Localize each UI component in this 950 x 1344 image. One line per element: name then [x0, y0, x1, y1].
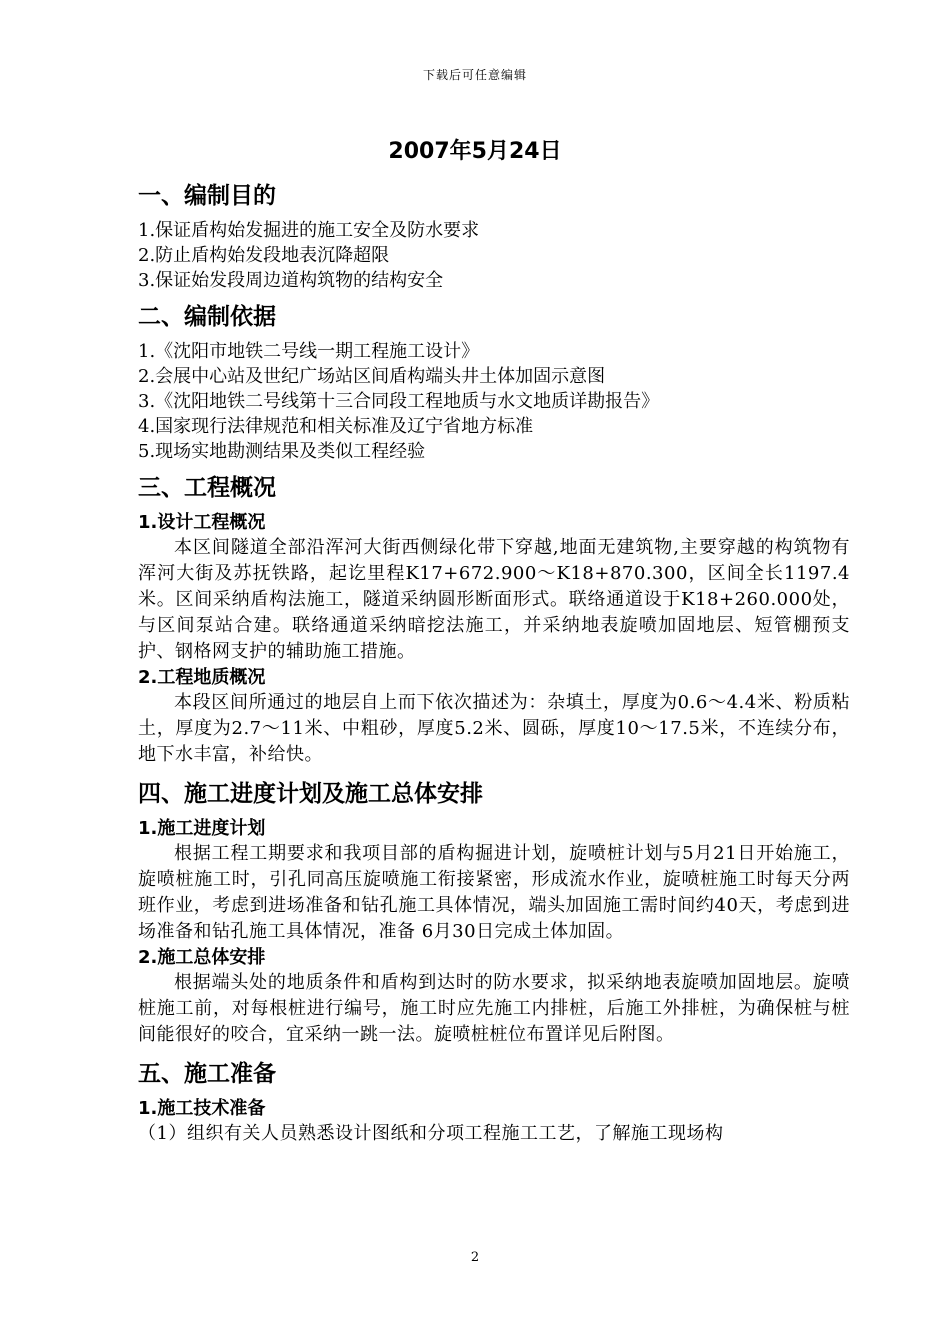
- section-heading-purpose: 一、编制目的: [138, 183, 276, 209]
- section-heading-basis: 二、编制依据: [138, 304, 276, 330]
- list-item: 1.保证盾构始发掘进的施工安全及防水要求: [138, 220, 480, 241]
- section-heading-schedule: 四、施工进度计划及施工总体安排: [138, 781, 483, 807]
- paragraph: 本段区间所通过的地层自上而下依次描述为：杂填土，厚度为0.6～4.4米、粉质粘土，厚度为2.7～11米、中粗砂，厚度5.2米、圆砾，厚度10～17.5米，不连续分布，地下水丰富，补给快。: [138, 692, 850, 765]
- paragraph: （1）组织有关人员熟悉设计图纸和分项工程施工工艺，了解施工现场构: [138, 1123, 724, 1144]
- document-date: 2007年5月24日: [388, 139, 562, 164]
- list-item: 4.国家现行法律规范和相关标准及辽宁省地方标准: [138, 416, 534, 437]
- subsection-title: 2.施工总体安排: [138, 947, 266, 968]
- paragraph: 根据工程工期要求和我项目部的盾构掘进计划，旋喷桩计划与5月21日开始施工，旋喷桩施工时，引孔同高压旋喷施工衔接紧密，形成流水作业，旋喷桩施工时每天分两班作业，考虑到进场准备和钻孔施工具体情况，端头加固施工需时间约40天，考虑到进场准备和钻孔施工具体情况，准备 6月30日完成土体加固。: [138, 843, 850, 942]
- section-heading-preparation: 五、施工准备: [138, 1061, 276, 1087]
- page-number: 2: [470, 1250, 480, 1265]
- list-item: 2.防止盾构始发段地表沉降超限: [138, 245, 390, 266]
- header-note: 下载后可任意编辑: [422, 68, 527, 82]
- subsection-title: 1.施工技术准备: [138, 1098, 266, 1119]
- list-item: 1.《沈阳市地铁二号线一期工程施工设计》: [138, 341, 480, 362]
- list-item: 3.《沈阳地铁二号线第十三合同段工程地质与水文地质详勘报告》: [138, 391, 660, 412]
- list-item: 2.会展中心站及世纪广场站区间盾构端头井土体加固示意图: [138, 366, 606, 387]
- subsection-title: 2.工程地质概况: [138, 667, 266, 688]
- subsection-title: 1.施工进度计划: [138, 818, 266, 839]
- document-body: [138, 180, 850, 1147]
- list-item: 3.保证始发段周边道构筑物的结构安全: [138, 270, 444, 291]
- list-item: 5.现场实地勘测结果及类似工程经验: [138, 441, 426, 462]
- paragraph: 本区间隧道全部沿浑河大街西侧绿化带下穿越,地面无建筑物,主要穿越的构筑物有浑河大街及苏抚铁路，起讫里程K17+672.900～K18+870.300，区间全长1197.4米。区间采纳盾构法施工，隧道采纳圆形断面形式。联络通道设于K18+260.000处，与区间泵站合建。联络通道采纳暗挖法施工，并采纳地表旋喷加固地层、短管棚预支护、钢格网支护的辅助施工措施。: [138, 537, 850, 662]
- section-heading-overview: 三、工程概况: [138, 475, 276, 501]
- paragraph: 根据端头处的地质条件和盾构到达时的防水要求，拟采纳地表旋喷加固地层。旋喷桩施工前，对每根桩进行编号，施工时应先施工内排桩，后施工外排桩，为确保桩与桩间能很好的咬合，宜采纳一跳一法。旋喷桩桩位布置详见后附图。: [138, 972, 850, 1045]
- subsection-title: 1.设计工程概况: [138, 512, 266, 533]
